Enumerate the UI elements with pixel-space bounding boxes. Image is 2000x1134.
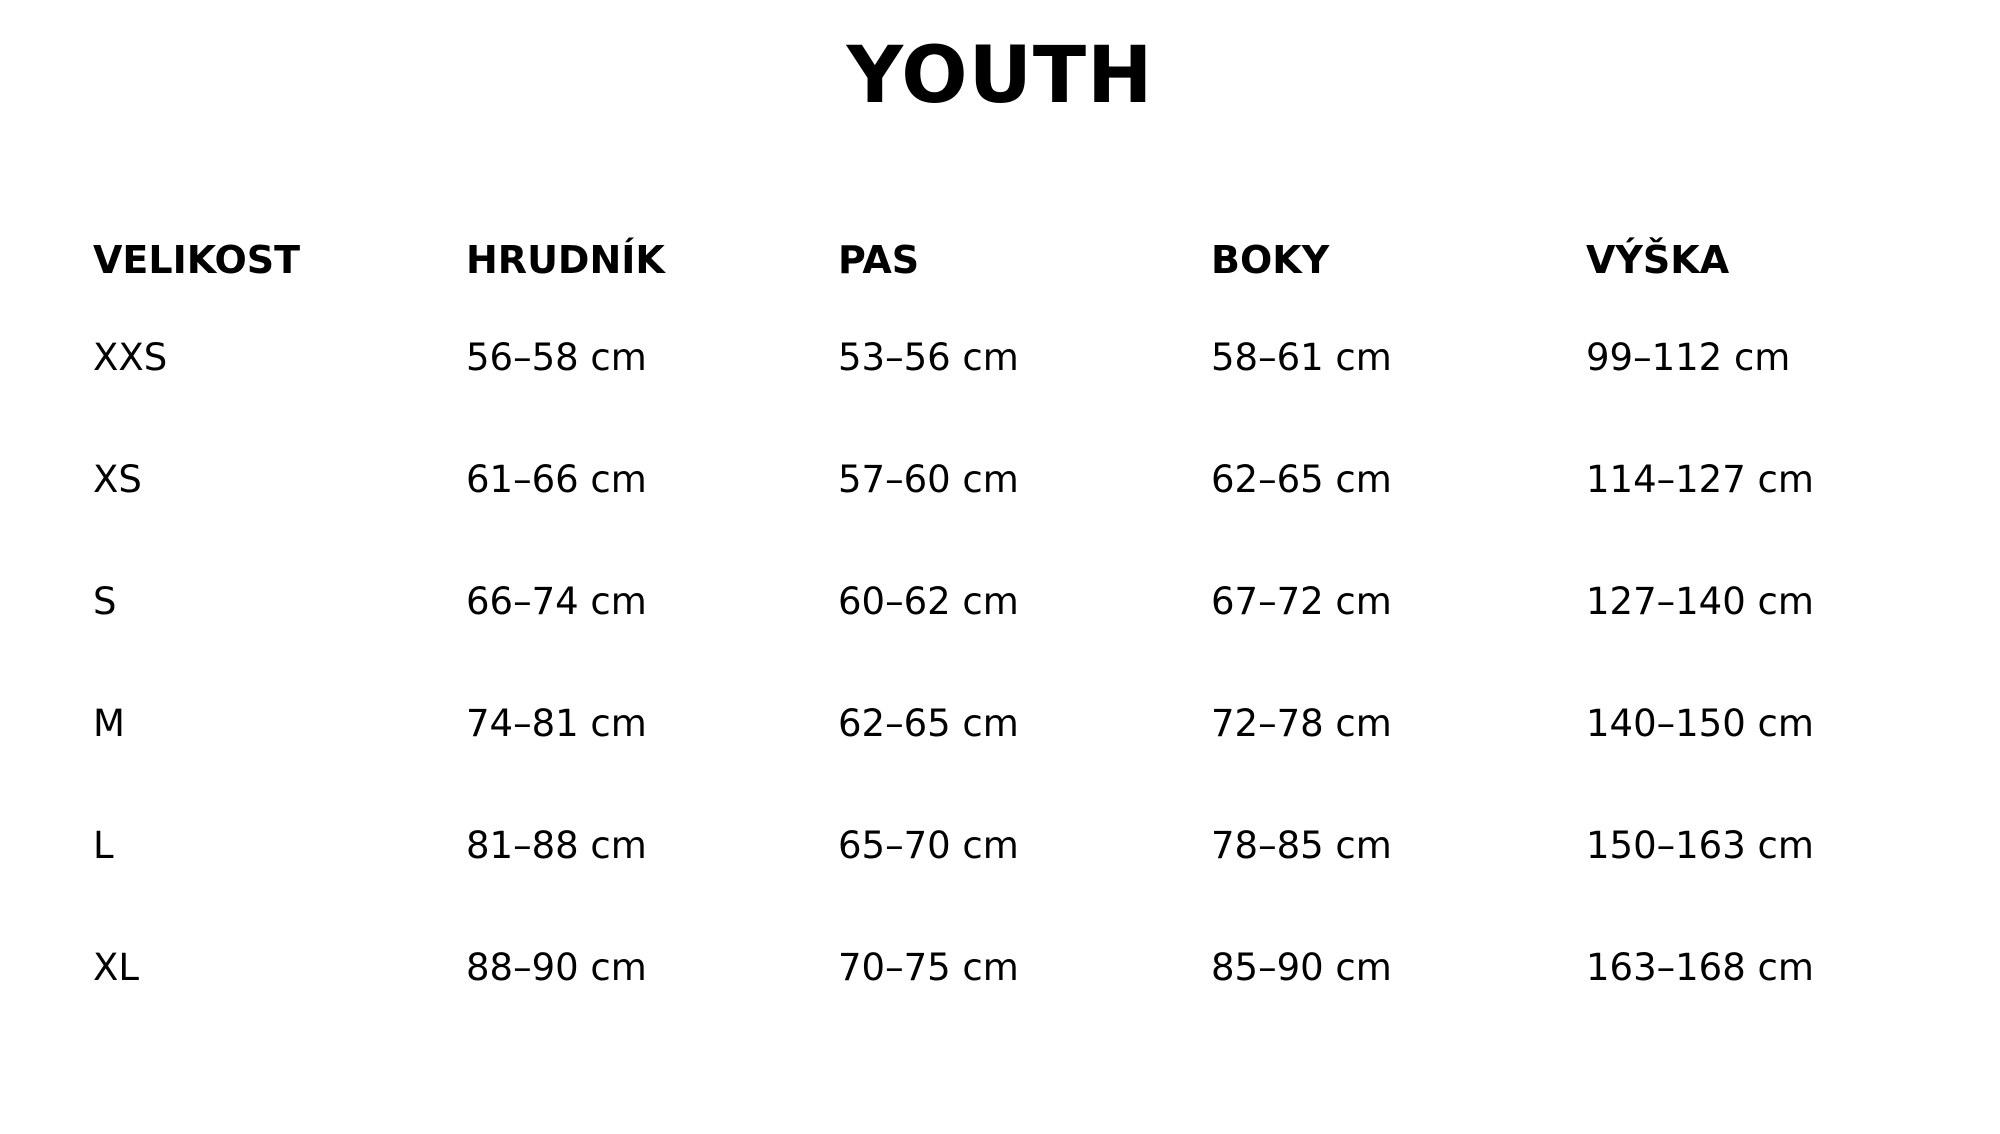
column-header-size: VELIKOST xyxy=(93,238,301,282)
column-header-hips: BOKY xyxy=(1211,238,1330,282)
cell-height: 140–150 cm xyxy=(1586,701,1814,745)
cell-chest: 74–81 cm xyxy=(466,701,647,745)
cell-hips: 67–72 cm xyxy=(1211,579,1392,623)
cell-size: L xyxy=(93,823,114,867)
cell-chest: 61–66 cm xyxy=(466,457,647,501)
cell-hips: 72–78 cm xyxy=(1211,701,1392,745)
cell-waist: 57–60 cm xyxy=(838,457,1019,501)
cell-hips: 58–61 cm xyxy=(1211,335,1392,379)
cell-height: 163–168 cm xyxy=(1586,945,1814,989)
cell-waist: 70–75 cm xyxy=(838,945,1019,989)
column-header-chest: HRUDNÍK xyxy=(466,238,665,282)
table-row xyxy=(93,662,1980,784)
cell-waist: 60–62 cm xyxy=(838,579,1019,623)
cell-height: 150–163 cm xyxy=(1586,823,1814,867)
cell-height: 114–127 cm xyxy=(1586,457,1814,501)
cell-hips: 62–65 cm xyxy=(1211,457,1392,501)
cell-chest: 66–74 cm xyxy=(466,579,647,623)
cell-height: 99–112 cm xyxy=(1586,335,1791,379)
table-row xyxy=(93,540,1980,662)
cell-chest: 56–58 cm xyxy=(466,335,647,379)
cell-chest: 88–90 cm xyxy=(466,945,647,989)
column-header-height: VÝŠKA xyxy=(1586,238,1730,282)
cell-size: S xyxy=(93,579,117,623)
column-header-waist: PAS xyxy=(838,238,920,282)
cell-chest: 81–88 cm xyxy=(466,823,647,867)
cell-height: 127–140 cm xyxy=(1586,579,1814,623)
table-header-row xyxy=(93,224,1980,296)
table-row xyxy=(93,784,1980,906)
cell-waist: 62–65 cm xyxy=(838,701,1019,745)
cell-size: XS xyxy=(93,457,142,501)
table-row xyxy=(93,296,1980,418)
cell-size: XXS xyxy=(93,335,168,379)
cell-hips: 85–90 cm xyxy=(1211,945,1392,989)
cell-waist: 65–70 cm xyxy=(838,823,1019,867)
cell-hips: 78–85 cm xyxy=(1211,823,1392,867)
cell-waist: 53–56 cm xyxy=(838,335,1019,379)
cell-size: M xyxy=(93,701,125,745)
page-title: YOUTH xyxy=(846,31,1154,121)
cell-size: XL xyxy=(93,945,139,989)
table-row xyxy=(93,906,1980,1028)
size-chart-table xyxy=(93,224,1980,1028)
table-row xyxy=(93,418,1980,540)
